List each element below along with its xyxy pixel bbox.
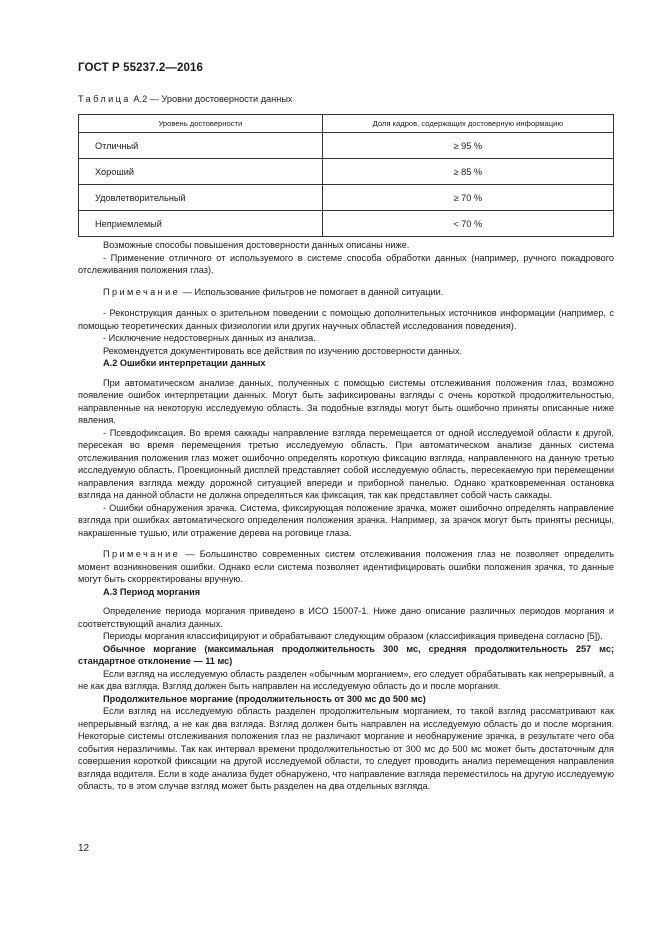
table-row (79, 133, 614, 159)
list-item: - Реконструкция данных о зрительном поведении с помощью дополнительных источников информации (например, с помощью теоретических данных физиологии или других научных областей исследования поведения). (78, 308, 614, 331)
paragraph: При автоматическом анализе данных, полученных с помощью системы отслеживания положения глаз, возможно появление ошибок интерпретации данных. Могут быть зафиксированы взгляды с очень короткой продолжительностью, направленные на некоторую исследуемую область. За подобные взгляды могут быть ошибочно приняты описанные ниже явления. (78, 377, 614, 425)
note-label: Примечание (103, 286, 181, 297)
paragraph: Если взгляд на исследуемую область разделен продолжительным морганием, то такой взгляд рассматривают как непрерывный взгляд, а не как два взгляда. Взгляд должен быть направлен на исследуемую область до и после моргания. Некоторые системы отслеживания положения глаз не различают моргание и необнаружение зрачка, в результате чего оба события неразличимы. Так как интервал времени продолжительностью от 300 мс до 500 мс может быть достаточным для совершения короткой фиксации на другой исследуемой области, то следует проводить анализ перемещения направления взгляда водителя. Если в ходе анализа будет обнаружено, что направление взгляда переместилось на другую исследуемую область, то в этом случае взгляд может быть разделен на два отдельных взгляда. (78, 706, 614, 791)
note (78, 548, 614, 586)
paragraph: Если взгляд на исследуемую область разделен «обычным морганием», его следует обрабатывать как непрерывный, а не как два взгляда. Взгляд должен быть направлен на исследуемую область до и после моргания. (78, 668, 614, 691)
note-text: — Использование фильтров не помогает в данной ситуации. (182, 286, 444, 297)
table-cell-share: ≥ 70 % (322, 185, 613, 211)
note-text: — Большинство современных систем отслеживания положения глаз не позволяет определить момент возникновения ошибки. Однако если система позволяет идентифицировать ошибки положения зрачка, то данные могут быть скорректированы вручную. (78, 549, 614, 584)
table-cell-share: < 70 % (322, 211, 613, 237)
table-row (79, 185, 614, 211)
table-cell-share: ≥ 95 % (322, 133, 613, 159)
section-heading-a2: А.2 Ошибки интерпретации данных (103, 358, 266, 368)
column-header-share: Доля кадров, содержащих достоверную информацию (322, 115, 613, 133)
table-cell-level: Хороший (79, 159, 323, 185)
bold-subheading-text: Обычное моргание (максимальная продолжительность 300 мс, средняя продолжительность 257 мс; стандартное отклонение — 11 мс) (78, 643, 614, 666)
list-item: - Ошибки обнаружения зрачка. Система, фиксирующая положение зрачка, может ошибочно определять направление взгляда при ошибках автоматического определения положения зрачка. Например, за зрачок могут быть приняты ресницы, накрашенные тушью, или отражение дерева на роговице глаза. (78, 502, 614, 538)
table-cell-level: Отличный (79, 133, 323, 159)
table-row (79, 159, 614, 185)
table-caption (78, 94, 293, 104)
list-item: - Псевдофиксация. Во время саккады направление взгляда перемещается от одной исследуемой области к другой, пересекая во время перемещения третью исследуемую область. При автоматическом анализе данных система отслеживания положения глаз может ошибочно определять короткую фиксацию взгляда, направленного на данную третью исследуемую область. Проекционный дисплей представляет собой исследуемую область, пересекаемую при перемещении направления взгляда между дорожной ситуацией впереди и приборной панелью. Однако кратковременная остановка взгляда на данной области не должна определяться как фиксация, так как представляет собой часть саккады. (78, 427, 614, 500)
document-body (78, 239, 614, 793)
page-number: 12 (78, 843, 90, 854)
paragraph: Рекомендуется документировать все действия по изучению достоверности данных. (103, 345, 463, 356)
table-cell-level: Удовлетворительный (79, 185, 323, 211)
table-cell-share: ≥ 85 % (322, 159, 613, 185)
bold-subheading (78, 693, 614, 706)
bold-subheading (78, 643, 614, 668)
reliability-table (78, 114, 614, 237)
paragraph: Периоды моргания классифицируют и обрабатывают следующим образом (классификация приведена согласно [5]). (103, 631, 603, 641)
table-row (79, 211, 614, 237)
list-item: - Применение отличного от используемого в системе способа обработки данных (например, ручного покадрового отслеживания положения глаз). (78, 252, 614, 275)
table-cell-level: Неприемлемый (79, 211, 323, 237)
section-heading-a3: А.3 Период моргания (103, 586, 201, 597)
table-caption-title: А.2 — Уровни достоверности данных (133, 94, 293, 104)
note (78, 286, 614, 299)
paragraph: Возможные способы повышения достоверности данных описаны ниже. (103, 240, 410, 250)
paragraph: Определение периода моргания приведено в ИСО 15007-1. Ниже дано описание различных периодов моргания и соответствующий анализ данных. (78, 606, 614, 629)
document-header: ГОСТ Р 55237.2—2016 (78, 62, 203, 74)
bold-subheading-text: Продолжительное моргание (продолжительность от 300 мс до 500 мс) (103, 693, 426, 704)
note-label: Примечание (103, 549, 181, 559)
column-header-level: Уровень достоверности (79, 115, 323, 133)
list-item: - Исключение недостоверных данных из анализа. (103, 333, 316, 343)
table-header-row (79, 115, 614, 133)
table-caption-prefix: Таблица (78, 94, 131, 104)
